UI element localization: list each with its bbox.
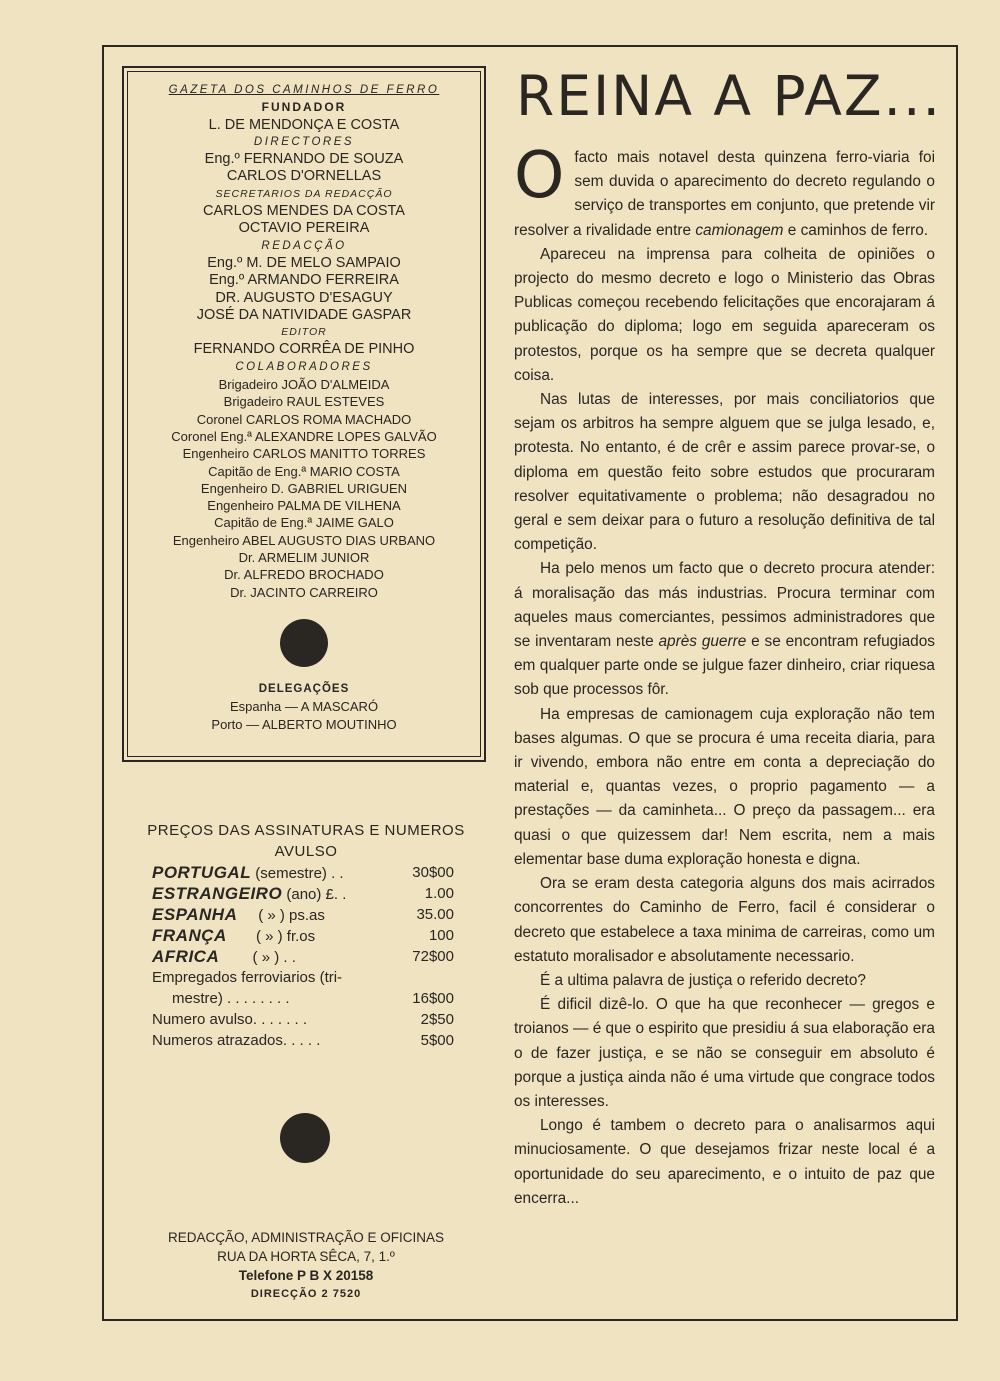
price-detail: ( » ) ps.as bbox=[237, 907, 325, 924]
masthead-box bbox=[122, 66, 486, 762]
founder-name: L. DE MENDONÇA E COSTA bbox=[208, 116, 400, 133]
price-value: 2$50 bbox=[420, 1011, 454, 1028]
price-detail: ( » ) fr.os bbox=[226, 928, 316, 945]
price-detail: (semestre) . . bbox=[251, 865, 344, 882]
price-row bbox=[136, 883, 476, 904]
collaborator-name: Capitão de Eng.ª JAIME GALO bbox=[214, 515, 394, 531]
price-row bbox=[136, 1030, 476, 1051]
gazette-name: GAZETA DOS CAMINHOS DE FERRO bbox=[168, 84, 440, 96]
article-paragraph: Longo é tambem o decreto para o analisarmos aqui minuciosamente. O que desejamos frizar neste local é a oportunidade do seu aparecimento, e o intuito de paz que encerra... bbox=[514, 1117, 935, 1207]
article-paragraph: Nas lutas de interesses, por mais conciliatorios que sejam os arbitros ha sempre alguem que se julga lesado, e, protesta. No entanto, é de crêr e assim parece provar-se, o diploma em questão feito sobre estudos que procuraram resolver equitativamente o problema; não desagradou no geral e sem deixar para o futuro a resolução definitiva de tal competição. bbox=[514, 391, 935, 554]
price-value: 35.00 bbox=[416, 906, 454, 923]
office-line: RUA DA HORTA SÊCA, 7, 1.º bbox=[217, 1249, 395, 1264]
drop-cap: O bbox=[514, 139, 565, 213]
price-value: 72$00 bbox=[412, 948, 454, 965]
collaborator-name: Engenheiro CARLOS MANITTO TORRES bbox=[182, 446, 426, 462]
collaborators-heading: COLABORADORES bbox=[235, 360, 373, 373]
collaborator-name: Dr. ARMELIM JUNIOR bbox=[238, 550, 370, 566]
price-value: 16$00 bbox=[412, 990, 454, 1007]
collaborator-name: Engenheiro PALMA DE VILHENA bbox=[207, 498, 401, 514]
article-paragraph: Ofacto mais notavel desta quinzena ferro-viaria foi sem duvida o aparecimento do decreto regulando o serviço de transportes em conjunto, que pretende vir resolver a rivalidade entre camionagem e caminhos de ferro. bbox=[514, 139, 935, 239]
redaccao-heading: REDACÇÃO bbox=[261, 239, 347, 252]
price-row bbox=[136, 946, 476, 967]
article-paragraph: Apareceu na imprensa para colheita de opiniões o projecto do mesmo decreto e logo o Ministerio das Obras Publicas começou recebendo felicitações que encorajaram á publicação do diploma; logo em seguida apareceram os protestos, porque os ha sempre que se decreta qualquer coisa. bbox=[514, 245, 935, 384]
redaccao-name: Eng.º M. DE MELO SAMPAIO bbox=[207, 254, 401, 271]
article-paragraph: É a ultima palavra de justiça o referido decreto? bbox=[540, 971, 866, 989]
price-value: 30$00 bbox=[412, 864, 454, 881]
secretary-name: OCTAVIO PEREIRA bbox=[238, 220, 370, 237]
price-country: PORTUGAL bbox=[152, 863, 252, 882]
directors-heading: DIRECTORES bbox=[253, 135, 355, 148]
office-direction: DIRECÇÃO 2 7520 bbox=[250, 1288, 362, 1300]
collaborator-name: Brigadeiro RAUL ESTEVES bbox=[223, 394, 385, 410]
ornament-dot bbox=[280, 1113, 330, 1163]
price-detail: mestre) . . . . . . . . bbox=[172, 990, 290, 1007]
office-line: REDACÇÃO, ADMINISTRAÇÃO E OFICINAS bbox=[167, 1230, 445, 1245]
price-country: ESPANHA bbox=[152, 905, 238, 924]
secretaries-heading: SECRETARIOS DA REDACÇÃO bbox=[215, 187, 393, 200]
article-title: REINA A PAZ... bbox=[516, 64, 942, 128]
director-name: Eng.º FERNANDO DE SOUZA bbox=[204, 151, 404, 168]
article-paragraph: Ha empresas de camionagem cuja exploração não tem bases algumas. O que se procura é uma receita diaria, para ir vivendo, embora não entre em conta a depreciação do material e, quantas vezes, o proprio pagamento — a prestações — da caminheta... O preço da passagem... era quasi o que quizessem dar! Nem escrita, nem a mais elementar base duma exploração honesta e digna. bbox=[514, 705, 935, 868]
price-row bbox=[136, 925, 476, 946]
secretary-name: CARLOS MENDES DA COSTA bbox=[203, 203, 405, 220]
delegation-line: Porto — ALBERTO MOUTINHO bbox=[211, 716, 397, 732]
editor-heading: EDITOR bbox=[281, 326, 327, 339]
subscription-prices bbox=[136, 820, 476, 1051]
ornament-dot bbox=[280, 619, 328, 667]
collaborator-name: Brigadeiro JOÃO D'ALMEIDA bbox=[218, 377, 390, 393]
collaborator-name: Coronel Eng.ª ALEXANDRE LOPES GALVÃO bbox=[171, 428, 437, 444]
article-body bbox=[514, 139, 935, 1211]
collaborator-name: Engenheiro ABEL AUGUSTO DIAS URBANO bbox=[172, 532, 436, 548]
price-row bbox=[136, 967, 476, 988]
delegation-line: Espanha — A MASCARÓ bbox=[229, 699, 379, 715]
price-detail: (ano) £. . bbox=[282, 886, 347, 903]
article-paragraph: Ora se eram desta categoria alguns dos mais acirrados concorrentes do Caminho de Ferro, facil é considerar o decreto que estabelece a taxa minima de carreiras, como um estatuto moralisador e absolutamente necessario. bbox=[514, 875, 935, 965]
price-country: FRANÇA bbox=[152, 926, 227, 945]
collaborator-name: Engenheiro D. GABRIEL URIGUEN bbox=[200, 480, 408, 496]
redaccao-name: JOSÉ DA NATIVIDADE GASPAR bbox=[196, 306, 412, 323]
collaborator-name: Dr. ALFREDO BROCHADO bbox=[224, 567, 384, 583]
price-detail: Empregados ferroviarios (tri- bbox=[152, 969, 343, 986]
price-value: 1.00 bbox=[424, 885, 454, 902]
redaccao-name: Eng.º ARMANDO FERREIRA bbox=[209, 272, 399, 289]
price-detail: Numeros atrazados. . . . . bbox=[152, 1032, 321, 1049]
office-address bbox=[136, 1228, 476, 1304]
price-value: 5$00 bbox=[420, 1032, 454, 1049]
price-value: 100 bbox=[428, 927, 454, 944]
price-country: AFRICA bbox=[152, 947, 220, 966]
price-row bbox=[136, 862, 476, 883]
collaborator-name: Dr. JACINTO CARREIRO bbox=[230, 584, 378, 600]
price-row bbox=[136, 904, 476, 925]
collaborator-name: Coronel CARLOS ROMA MACHADO bbox=[196, 411, 412, 427]
price-row bbox=[136, 988, 476, 1009]
article-paragraph: É dificil dizê-lo. O que ha que reconhecer — gregos e troianos — é que o espirito que presidiu á sua elaboração era o de fazer justiça, e se não se conseguir em absoluto é porque a justiça ainda não é uma virtude que congrace todos os interesses. bbox=[514, 996, 935, 1110]
price-detail: ( » ) . . bbox=[219, 949, 296, 966]
prices-title: PREÇOS DAS ASSINATURAS E NUMEROS bbox=[147, 822, 465, 839]
article-paragraph: Ha pelo menos um facto que o decreto procura atender: á moralisação das más industrias. Procura terminar com aqueles maus comerciantes, pessimos administradores que se inventaram neste après guerre e se encontram refugiados em qualquer parte onde se julgue fazer dinheiro, criar riquesa sob que processos fôr. bbox=[514, 560, 935, 699]
price-detail: Numero avulso. . . . . . . bbox=[152, 1011, 308, 1028]
price-country: ESTRANGEIRO bbox=[152, 884, 283, 903]
redaccao-name: DR. AUGUSTO D'ESAGUY bbox=[215, 289, 393, 306]
director-name: CARLOS D'ORNELLAS bbox=[226, 168, 382, 185]
prices-title-2: AVULSO bbox=[274, 843, 338, 860]
collaborator-name: Capitão de Eng.ª MARIO COSTA bbox=[208, 463, 400, 479]
price-row bbox=[136, 1009, 476, 1030]
masthead-text bbox=[124, 82, 484, 733]
founder-heading: FUNDADOR bbox=[261, 100, 347, 115]
delegations-heading: DELEGAÇÕES bbox=[258, 682, 350, 695]
office-phone: Telefone P B X 20158 bbox=[238, 1268, 374, 1283]
editor-name: FERNANDO CORRÊA DE PINHO bbox=[193, 341, 415, 358]
